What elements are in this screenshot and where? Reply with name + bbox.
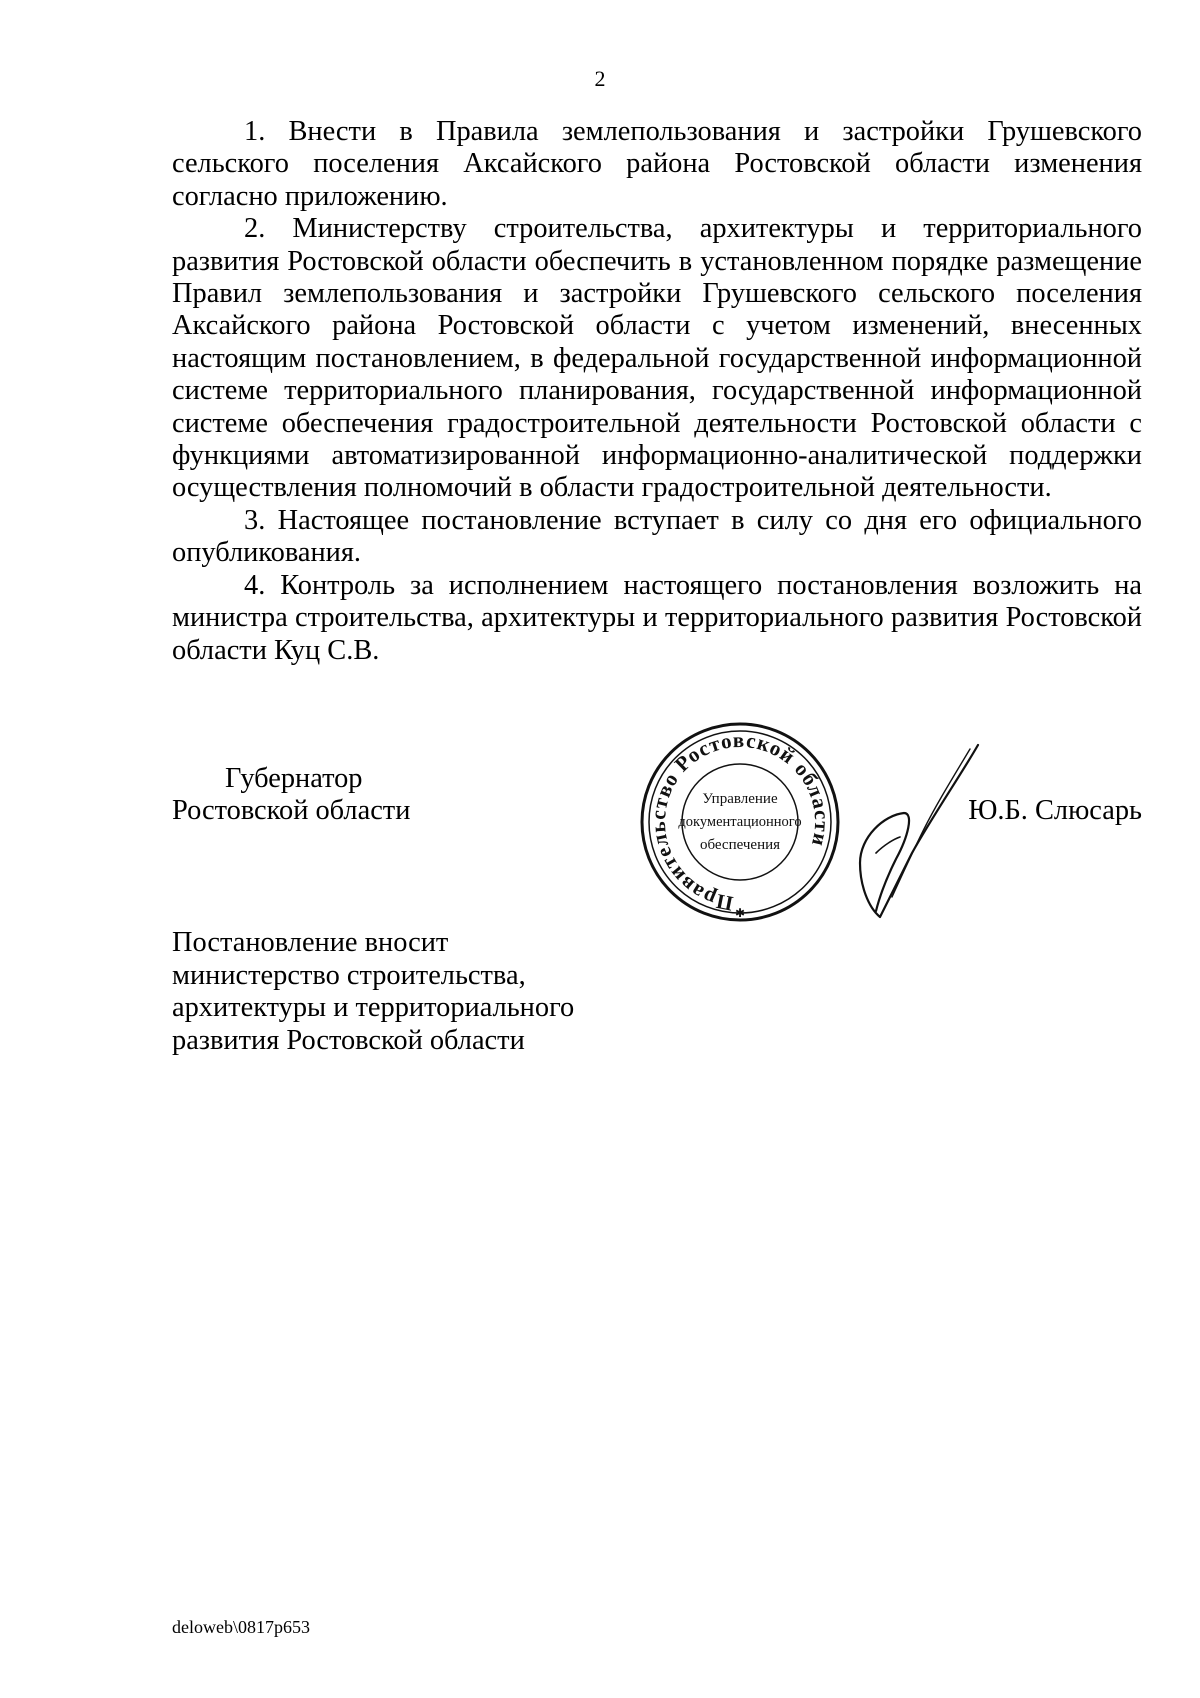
signatory-name: Ю.Б. Слюсарь (968, 795, 1142, 826)
seal-star-icon: ✱ (734, 906, 746, 920)
submitter-line-3: архитектуры и территориального (172, 992, 575, 1024)
seal-outer-text: Правительство Ростовской области (645, 727, 835, 916)
signatory-position (172, 763, 410, 828)
seal-inner-line-2: документационного (678, 814, 802, 830)
seal-graphic (640, 710, 840, 934)
submitter-line-4: развития Ростовской области (172, 1024, 525, 1056)
resolution-body (172, 116, 1142, 667)
official-seal (640, 710, 840, 934)
paragraph-2: 2. Министерству строительства, архитектуры и территориального развития Ростовской области обеспечить в установленном порядке размещение Правил землепользования и застройки Грушевского сельского поселения Аксайского района Ростовской области с учетом изменений, внесенных настоящим постановлением, в федеральной государственной информационной системе территориального планирования, государственной информационной системе обеспечения градостроительной деятельности Ростовской области с функциями автоматизированной информационно-аналитической поддержки осуществления полномочий в области градостроительной деятельности. (172, 213, 1142, 504)
page-number: 2 (594, 66, 606, 91)
seal-inner-line-3: обеспечения (699, 837, 781, 853)
submitter-line-2: министерство строительства, (172, 959, 526, 991)
position-title: Губернатор (225, 763, 363, 794)
paragraph-3: 3. Настоящее постановление вступает в силу со дня его официального опубликования. (172, 504, 1142, 569)
document-code: deloweb\0817p653 (172, 1617, 310, 1637)
submitted-by-block (172, 927, 574, 1057)
position-region: Ростовской области (172, 795, 411, 827)
signature-graphic (840, 735, 990, 925)
paragraph-1: 1. Внести в Правила землепользования и застройки Грушевского сельского поселения Аксайского района Ростовской области изменения согласно приложению. (172, 116, 1142, 212)
paragraph-4: 4. Контроль за исполнением настоящего постановления возложить на министра строительства, архитектуры и территориального развития Ростовской области Куц С.В. (172, 569, 1142, 666)
handwritten-signature (840, 735, 990, 925)
submitter-line-1: Постановление вносит (172, 927, 449, 958)
seal-inner-line-1: Управление (702, 791, 778, 807)
